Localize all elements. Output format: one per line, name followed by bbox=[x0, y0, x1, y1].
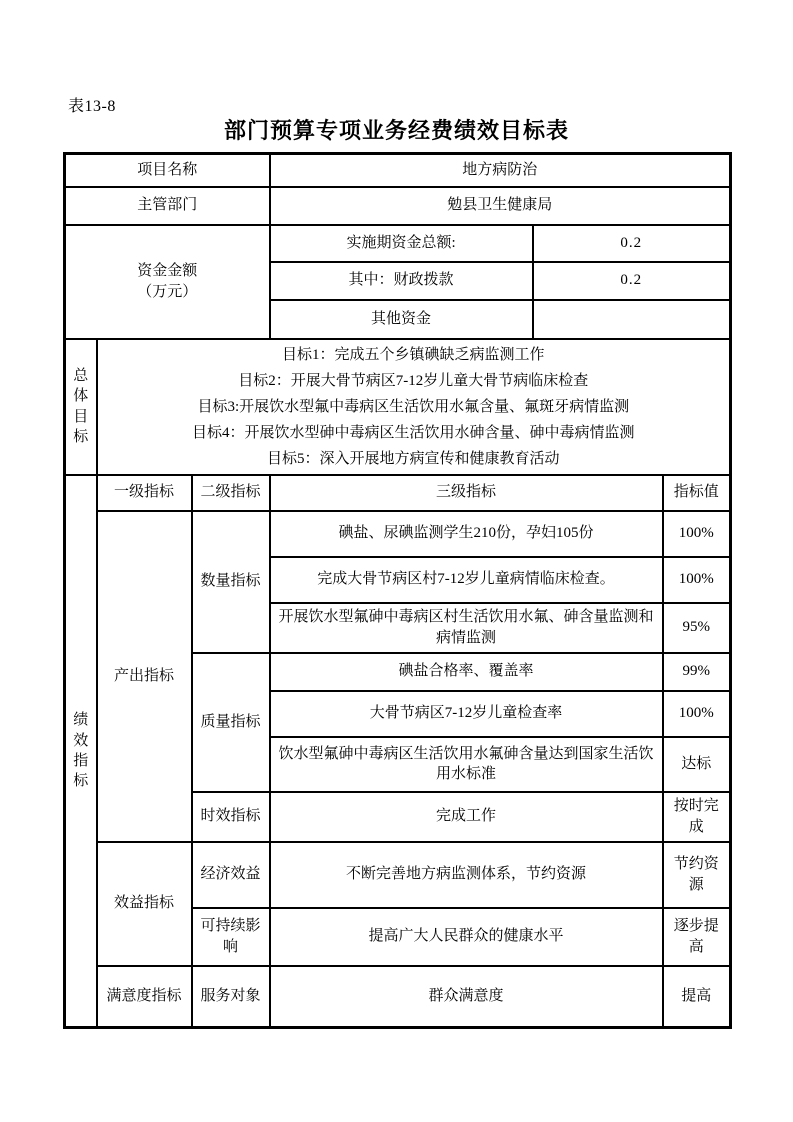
funding-label bbox=[65, 225, 270, 339]
table-row bbox=[65, 511, 731, 557]
table-row bbox=[65, 339, 731, 475]
indicator-value: 逐步提高 bbox=[663, 908, 731, 966]
funding-total-label: 实施期资金总额: bbox=[270, 225, 533, 262]
performance-target-table bbox=[63, 152, 732, 1029]
overall-goal-vertical-label: 总体目标 bbox=[65, 339, 97, 475]
indicator-value: 100% bbox=[663, 691, 731, 737]
goal-line-4: 目标4：开展饮水型砷中毒病区生活饮用水砷含量、砷中毒病情监测 bbox=[192, 424, 635, 441]
level2-timeliness: 时效指标 bbox=[192, 792, 270, 842]
level2-quantity: 数量指标 bbox=[192, 511, 270, 653]
table-row bbox=[65, 842, 731, 908]
indicator-value: 按时完成 bbox=[663, 792, 731, 842]
indicator-value: 95% bbox=[663, 603, 731, 653]
indicator-value: 100% bbox=[663, 511, 731, 557]
indicator-value: 100% bbox=[663, 557, 731, 603]
funding-fiscal-value: 0.2 bbox=[533, 262, 731, 300]
level2-service: 服务对象 bbox=[192, 966, 270, 1028]
project-name-label: 项目名称 bbox=[65, 154, 270, 187]
project-name-value: 地方病防治 bbox=[270, 154, 731, 187]
funding-other-value bbox=[533, 300, 731, 339]
table-row bbox=[65, 187, 731, 225]
table-row bbox=[65, 475, 731, 511]
level1-satisfaction: 满意度指标 bbox=[97, 966, 192, 1028]
indicator-text: 完成大骨节病区村7-12岁儿童病情临床检查。 bbox=[270, 557, 663, 603]
performance-indicator-vertical-label: 绩效指标 bbox=[65, 475, 97, 1028]
goal-line-1: 目标1：完成五个乡镇碘缺乏病监测工作 bbox=[282, 346, 545, 363]
level2-quality: 质量指标 bbox=[192, 653, 270, 792]
goal-line-3: 目标3:开展饮水型氟中毒病区生活饮用水氟含量、氟斑牙病情监测 bbox=[197, 398, 630, 415]
indicator-text: 碘盐合格率、覆盖率 bbox=[270, 653, 663, 691]
page-title: 部门预算专项业务经费绩效目标表 bbox=[223, 118, 569, 143]
table-row bbox=[65, 966, 731, 1028]
indicator-value: 99% bbox=[663, 653, 731, 691]
header-value: 指标值 bbox=[663, 475, 731, 511]
table-row bbox=[65, 225, 731, 262]
indicator-text: 饮水型氟砷中毒病区生活饮用水氟砷含量达到国家生活饮用水标准 bbox=[270, 737, 663, 792]
indicator-value: 节约资源 bbox=[663, 842, 731, 908]
department-value: 勉县卫生健康局 bbox=[270, 187, 731, 225]
goal-line-5: 目标5：深入开展地方病宣传和健康教育活动 bbox=[267, 450, 560, 467]
funding-label-line2: （万元） bbox=[137, 283, 198, 300]
indicator-text: 提高广大人民群众的健康水平 bbox=[270, 908, 663, 966]
indicator-text: 完成工作 bbox=[270, 792, 663, 842]
level1-benefit: 效益指标 bbox=[97, 842, 192, 966]
funding-label-line1: 资金金额 bbox=[137, 263, 198, 280]
level2-sustain: 可持续影响 bbox=[192, 908, 270, 966]
funding-fiscal-label: 其中：财政拨款 bbox=[270, 262, 533, 300]
indicator-value: 提高 bbox=[663, 966, 731, 1028]
level2-economic: 经济效益 bbox=[192, 842, 270, 908]
indicator-text: 大骨节病区7-12岁儿童检查率 bbox=[270, 691, 663, 737]
header-level3: 三级指标 bbox=[270, 475, 663, 511]
indicator-value: 达标 bbox=[663, 737, 731, 792]
funding-total-value: 0.2 bbox=[533, 225, 731, 262]
table-number-label: 表13-8 bbox=[68, 98, 116, 115]
indicator-text: 碘盐、尿碘监测学生210份，孕妇105份 bbox=[270, 511, 663, 557]
indicator-text: 群众满意度 bbox=[270, 966, 663, 1028]
overall-goals-cell bbox=[97, 339, 731, 475]
indicator-text: 开展饮水型氟砷中毒病区村生活饮用水氟、砷含量监测和病情监测 bbox=[270, 603, 663, 653]
indicator-text: 不断完善地方病监测体系，节约资源 bbox=[270, 842, 663, 908]
table-row bbox=[65, 154, 731, 187]
level1-output: 产出指标 bbox=[97, 511, 192, 842]
header-level2: 二级指标 bbox=[192, 475, 270, 511]
header-level1: 一级指标 bbox=[97, 475, 192, 511]
department-label: 主管部门 bbox=[65, 187, 270, 225]
funding-other-label: 其他资金 bbox=[270, 300, 533, 339]
goal-line-2: 目标2：开展大骨节病区7-12岁儿童大骨节病临床检查 bbox=[238, 372, 589, 389]
